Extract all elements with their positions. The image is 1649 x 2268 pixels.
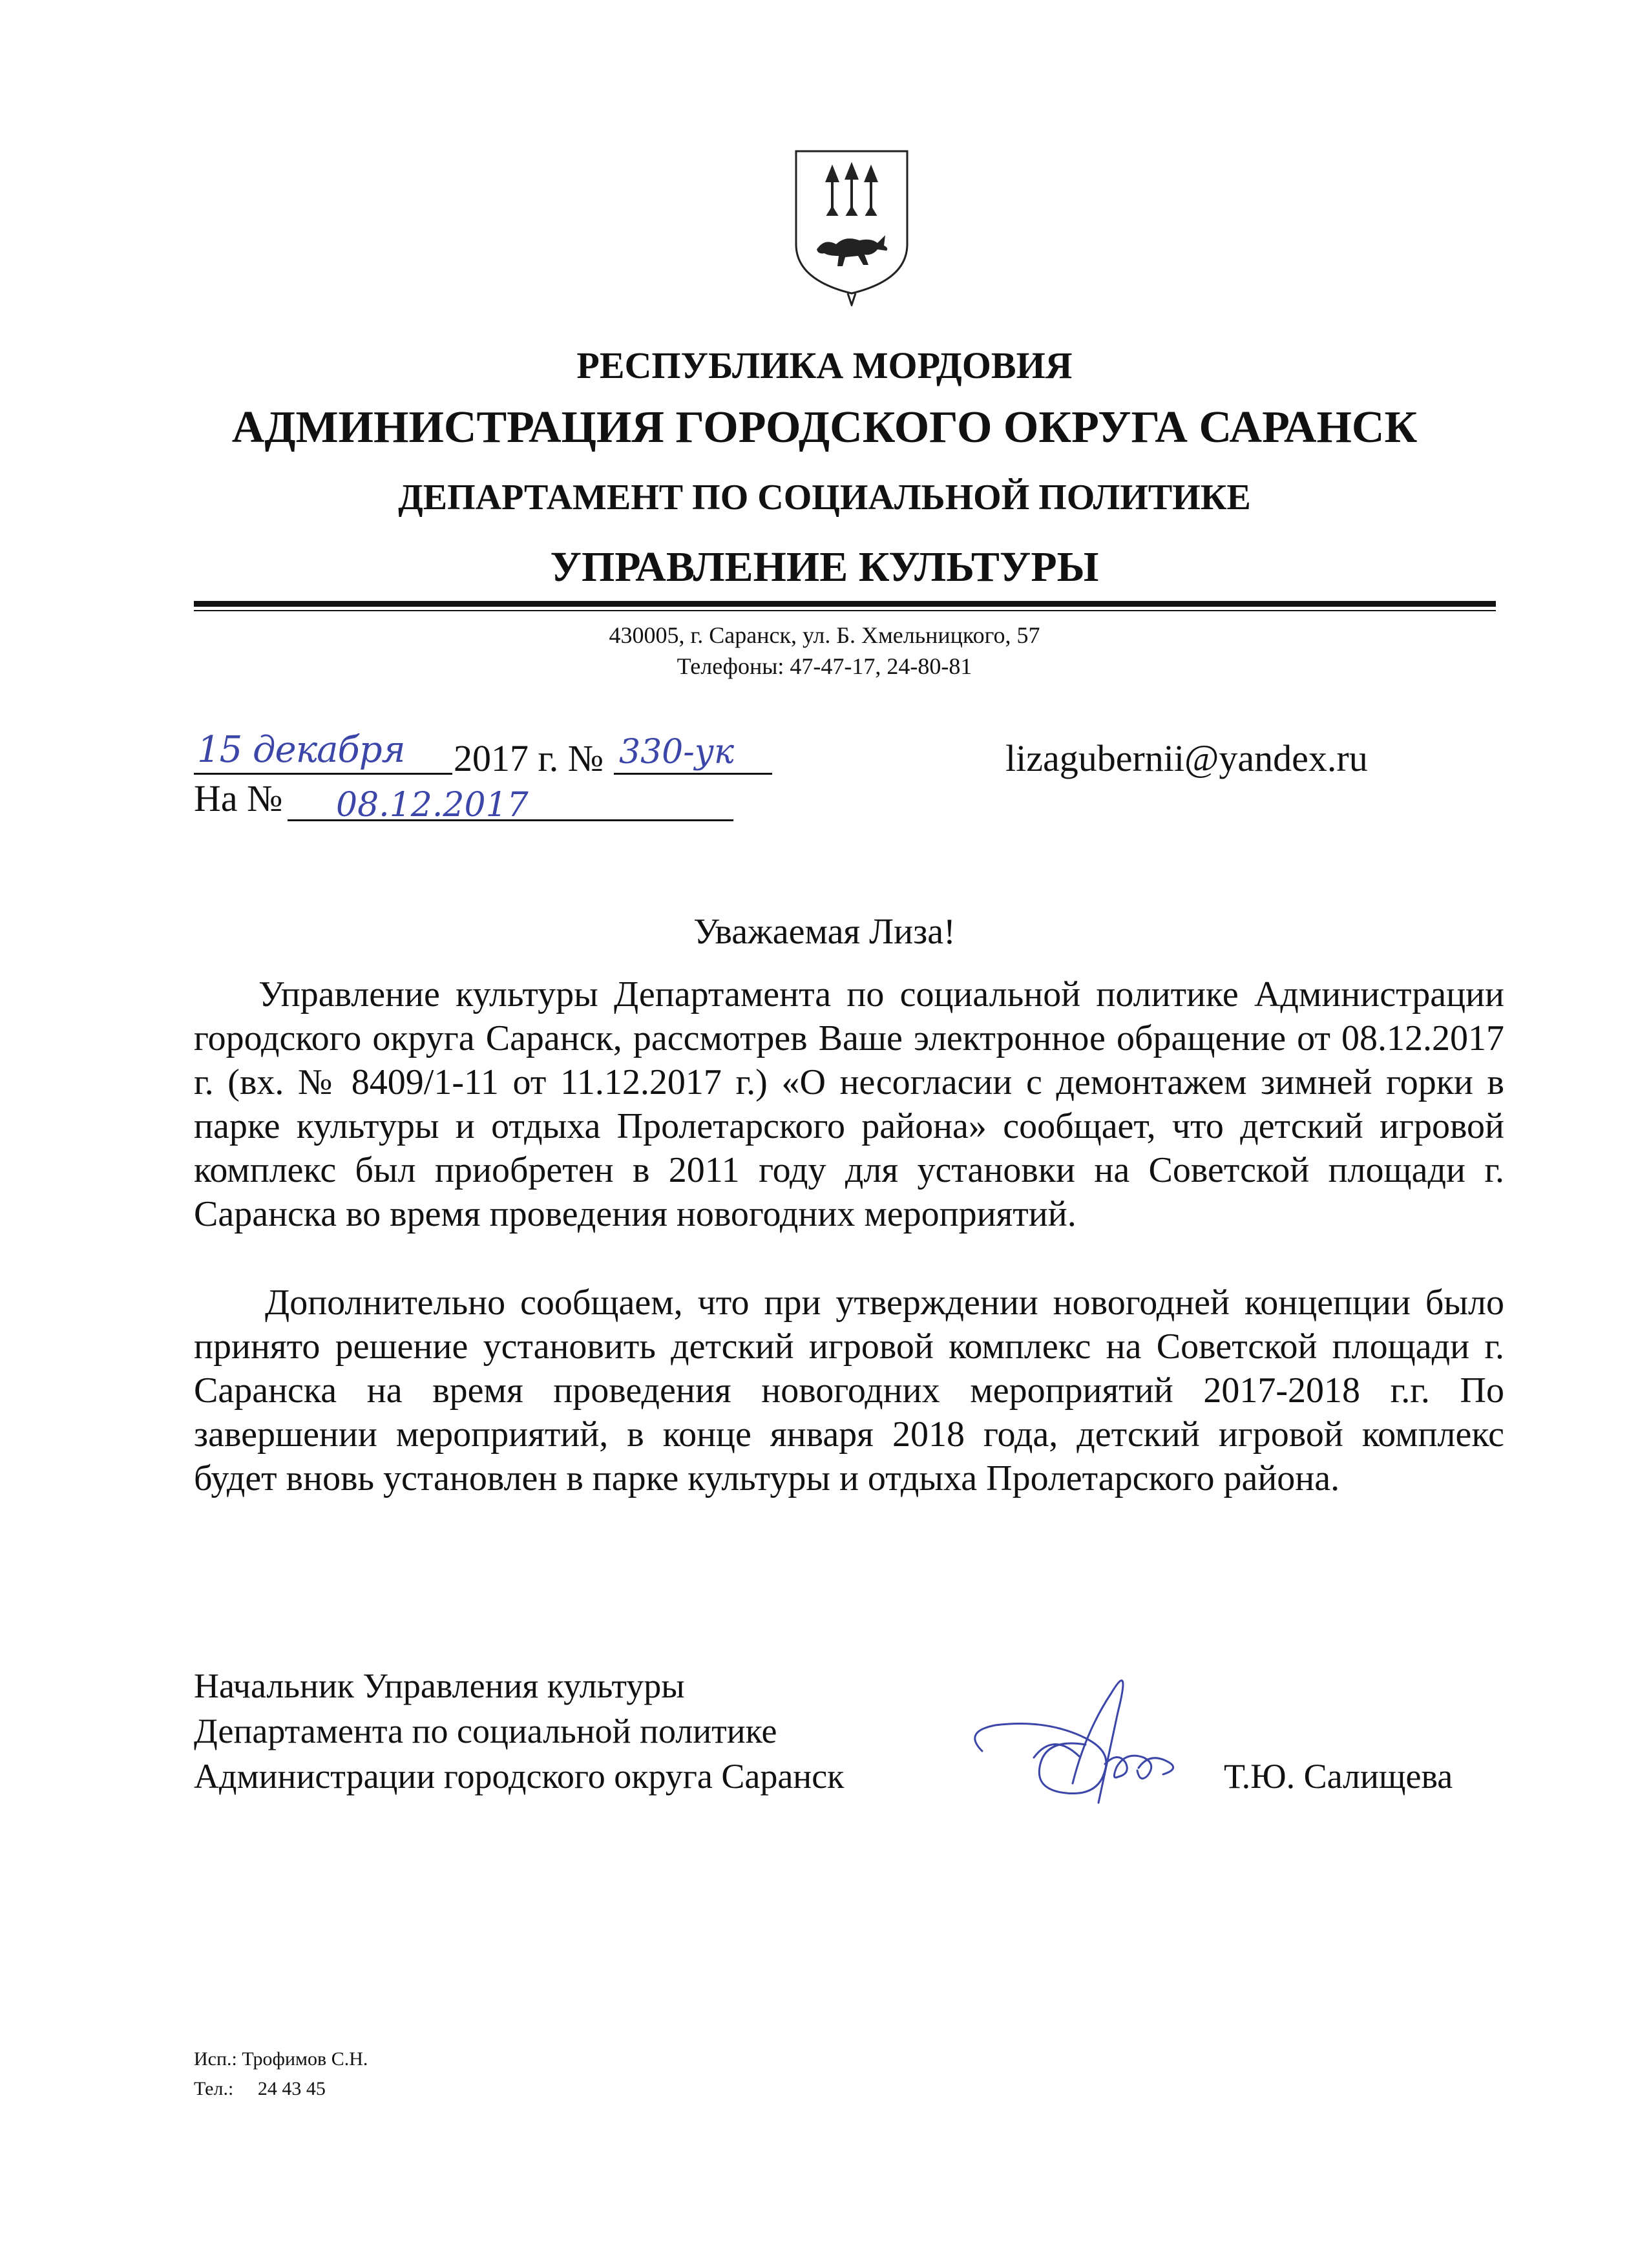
number-underline [614,773,772,775]
registration-year-number-label: 2017 г. № [454,737,604,779]
reply-to-label: На № [194,777,283,819]
letterhead-rule-thin [194,610,1496,611]
signatory-position-line: Департамента по социальной политике [194,1712,777,1750]
signatory-position-line: Администрации городского округа Саранск [194,1757,845,1796]
executor-phone-label: Тел.: [194,2078,234,2099]
body-paragraph: Дополнительно сообщаем, что при утверждении новогодней концепции было принято решение установить детский игровой комплекс на Советской площади г. Саранска на время проведения новогодних мероприятий 2017-2018 г.г. По завершении мероприятий, в конце января 2018 года, детский игровой комплекс будет вновь установлен в парке культуры и отдыха Пролетарского района. [194,1283,1504,1498]
body-paragraph: Управление культуры Департамента по социальной политике Администрации городского округа Саранск, рассмотрев Ваше электронное обращение от 08.12.2017 г. (вх. № 8409/1-11 от 11.12.2017 г.) «О несогласии с демонтажем зимней горки в парке культуры и отдыха Пролетарского района» сообщает, что детский игровой комплекс был приобретен в 2011 году для установки на Советской площади г. Саранска во время проведения новогодних мероприятий. [194,974,1504,1234]
executor-phone-line [194,2078,326,2100]
handwritten-signature-icon [956,1654,1208,1829]
handwritten-date: 15 декабря [197,729,405,771]
date-underline [194,773,452,775]
letterhead-address: 430005, г. Саранск, ул. Б. Хмельницкого, 57 [609,622,1040,648]
letterhead-phones: Телефоны: 47-47-17, 24-80-81 [677,653,972,679]
executor-name: Исп.: Трофимов С.Н. [194,2048,368,2070]
recipient-email: lizagubernii@yandex.ru [1005,737,1368,779]
letterhead-department: ДЕПАРТАМЕНТ ПО СОЦИАЛЬНОЙ ПОЛИТИКЕ [398,478,1251,518]
salutation: Уважаемая Лиза! [693,912,956,952]
letterhead-republic: РЕСПУБЛИКА МОРДОВИЯ [576,344,1073,386]
handwritten-registration-number: 330-ук [619,733,735,772]
executor-phone: 24 43 45 [257,2078,326,2099]
saransk-coat-of-arms-icon [792,147,911,306]
letterhead-directorate: УПРАВЛЕНИЕ КУЛЬТУРЫ [550,543,1099,591]
signatory-position-line: Начальник Управления культуры [194,1666,685,1705]
letterhead-rule [194,601,1496,607]
handwritten-reply-reference: 08.12.2017 [336,786,529,824]
signatory-name: Т.Ю. Салищева [1224,1757,1453,1796]
letterhead-administration: АДМИНИСТРАЦИЯ ГОРОДСКОГО ОКРУГА САРАНСК [231,403,1418,452]
